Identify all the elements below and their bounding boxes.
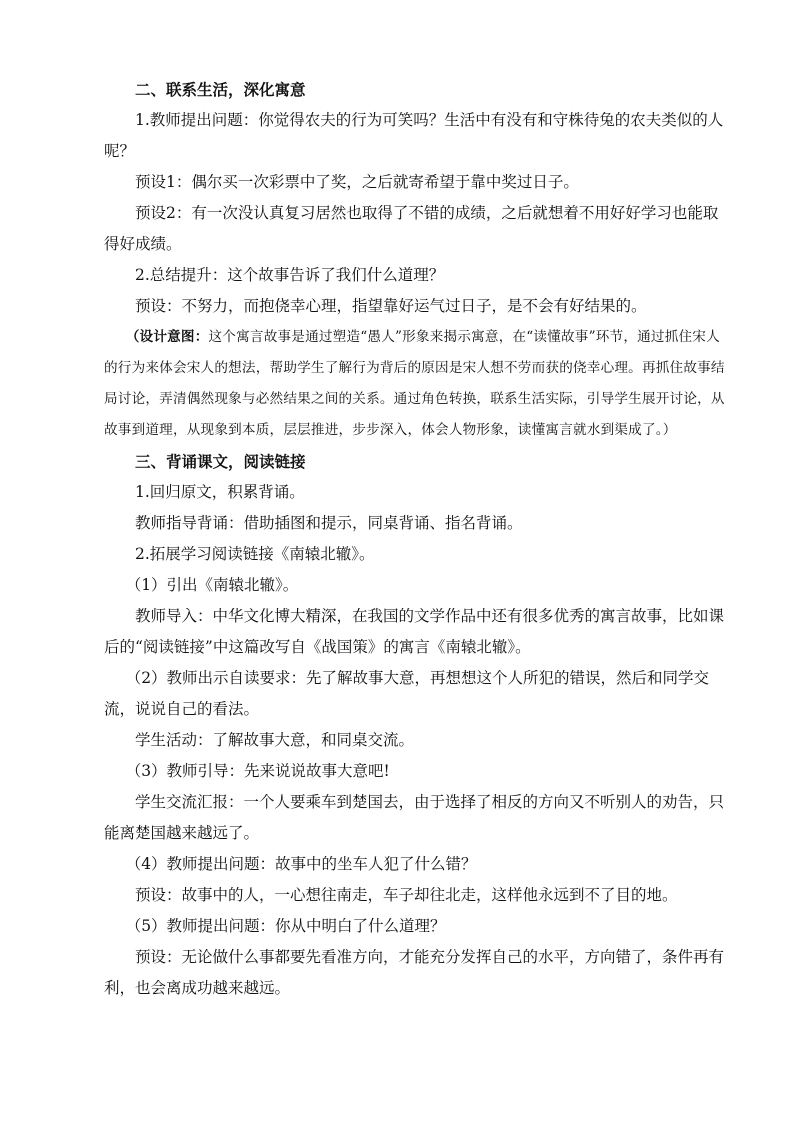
section-heading-2: 二、联系生活，深化寓意 [135,80,306,99]
paragraph-summary: 2.总结提升：这个故事告诉了我们什么道理？ [135,266,445,284]
paragraph-step-2: （2）教师出示自读要求：先了解故事大意，再想想这个人所犯的错误，然后和同学交流，说说自己的看法。 [104,669,710,718]
design-intent-note [104,322,728,446]
document-content [104,74,728,1004]
design-intent-text: 这个寓言故事是通过塑造“愚人”形象来揭示寓意，在“读懂故事”环节，通过抓住宋人的行为来体会宋人的想法，帮助学生了解行为背后的原因是宋人想不劳而获的侥幸心理。再抓住故事结局讨论，弄清偶然现象与必然结果之间的关系。通过角色转换，联系生活实际，引导学生展开讨论，从故事到道理，从现象到本质，层层推进，步步深入，体会人物形象，读懂寓言就水到渠成了。） [104,329,725,438]
paragraph-step-5: （5）教师提出问题：你从中明白了什么道理？ [125,917,446,935]
paragraph-preset-summary: 预设：不努力，而抱侥幸心理，指望靠好运气过日子，是不会有好结果的。 [135,297,647,315]
paragraph-student-report: 学生交流汇报：一个人要乘车到楚国去，由于选择了相反的方向又不听别人的劝告，只能离楚国越来越远了。 [104,793,725,842]
paragraph-extension: 2.拓展学习阅读链接《南辕北辙》。 [135,545,375,563]
paragraph-preset-1: 预设1：偶尔买一次彩票中了奖，之后就寄希望于靠中奖过日子。 [135,173,579,191]
paragraph-step-4: （4）教师提出问题：故事中的坐车人犯了什么错？ [125,855,477,873]
paragraph-preset-lesson: 预设：无论做什么事都要先看准方向，才能充分发挥自己的水平，方向错了，条件再有利，也会离成功越来越远。 [104,948,725,997]
paragraph-preset-2: 预设2：有一次没认真复习居然也取得了不错的成绩，之后就想着不用好好学习也能取得好成绩。 [104,204,719,253]
paragraph-step-1: （1）引出《南辕北辙》。 [125,576,299,594]
paragraph-step-3: （3）教师引导：先来说说故事大意吧! [125,762,390,780]
paragraph-question-1: 1.教师提出问题：你觉得农夫的行为可笑吗？生活中有没有和守株待兔的农夫类似的人呢？ [104,111,724,160]
paragraph-recite-guide: 教师指导背诵：借助插图和提示，同桌背诵、指名背诵。 [135,514,523,532]
paragraph-student-activity: 学生活动：了解故事大意，和同桌交流。 [135,731,415,749]
section-heading-3: 三、背诵课文，阅读链接 [135,452,306,471]
paragraph-teacher-intro: 教师导入：中华文化博大精深，在我国的文学作品中还有很多优秀的寓言故事，比如课后的“阅读链接”中这篇改写自《战国策》的寓言《南辕北辙》。 [104,607,725,656]
paragraph-recite: 1.回归原文，积累背诵。 [135,483,305,501]
paragraph-preset-direction: 预设：故事中的人，一心想往南走，车子却往北走，这样他永远到不了目的地。 [135,886,678,904]
design-intent-title: （设计意图： [125,329,209,345]
